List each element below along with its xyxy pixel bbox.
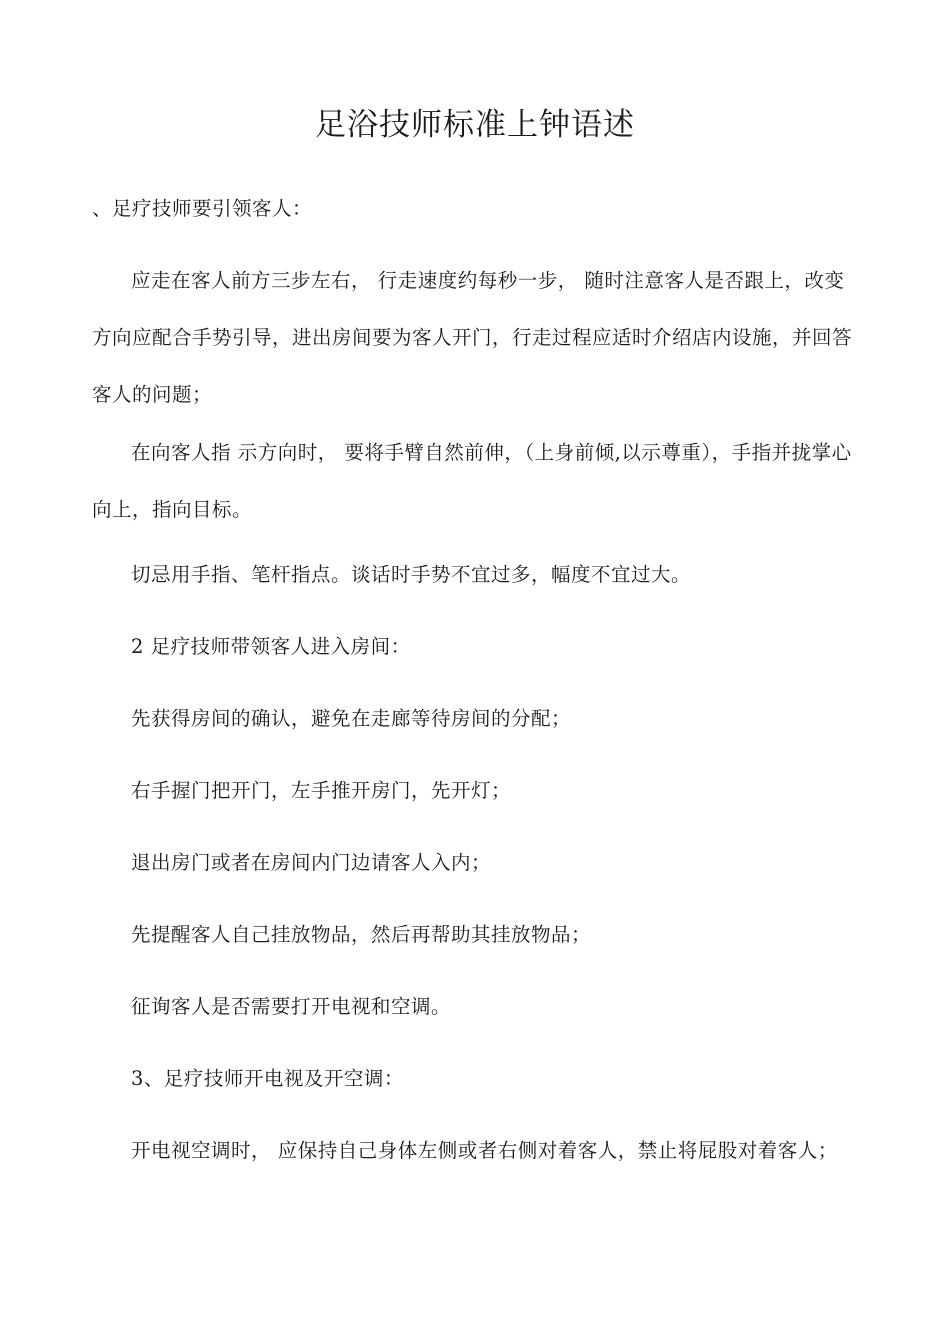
- paragraph-hang-items: 先提醒客人自己挂放物品，然后再帮助其挂放物品；: [131, 923, 592, 946]
- document-title: 足浴技师标准上钟语述: [315, 107, 635, 143]
- paragraph-confirm-room: 先获得房间的确认，避免在走廊等待房间的分配；: [131, 707, 572, 730]
- paragraph-invite-in: 退出房门或者在房间内门边请客人入内；: [131, 851, 492, 874]
- paragraph-direction-gesture: 在向客人指 示方向时， 要将手臂自然前伸，（上身前倾,以示尊重），手指并拢掌心向上，指向目标。: [92, 441, 852, 521]
- paragraph-tv-ac-posture: 开电视空调时， 应保持自己身体左侧或者右侧对着客人，禁止将屁股对着客人；: [131, 1139, 838, 1162]
- paragraph-guide-walk: 应走在客人前方三步左右， 行走速度约每秒一步， 随时注意客人是否跟上，改变方向应配合手势引导，进出房间要为客人开门，行走过程应适时介绍店内设施，并回答客人的问题；: [92, 269, 853, 406]
- paragraph-avoid-pointing: 切忌用手指、笔杆指点。谈话时手势不宜过多，幅度不宜过大。: [131, 563, 692, 586]
- section-2-heading: 2 足疗技师带领客人进入房间：: [131, 635, 411, 658]
- section-1-heading: 、足疗技师要引领客人：: [92, 197, 313, 220]
- section-3-heading: 3、足疗技师开电视及开空调：: [131, 1067, 404, 1090]
- paragraph-ask-tv-ac: 征询客人是否需要打开电视和空调。: [131, 995, 452, 1018]
- paragraph-open-door: 右手握门把开门，左手推开房门，先开灯；: [131, 779, 512, 802]
